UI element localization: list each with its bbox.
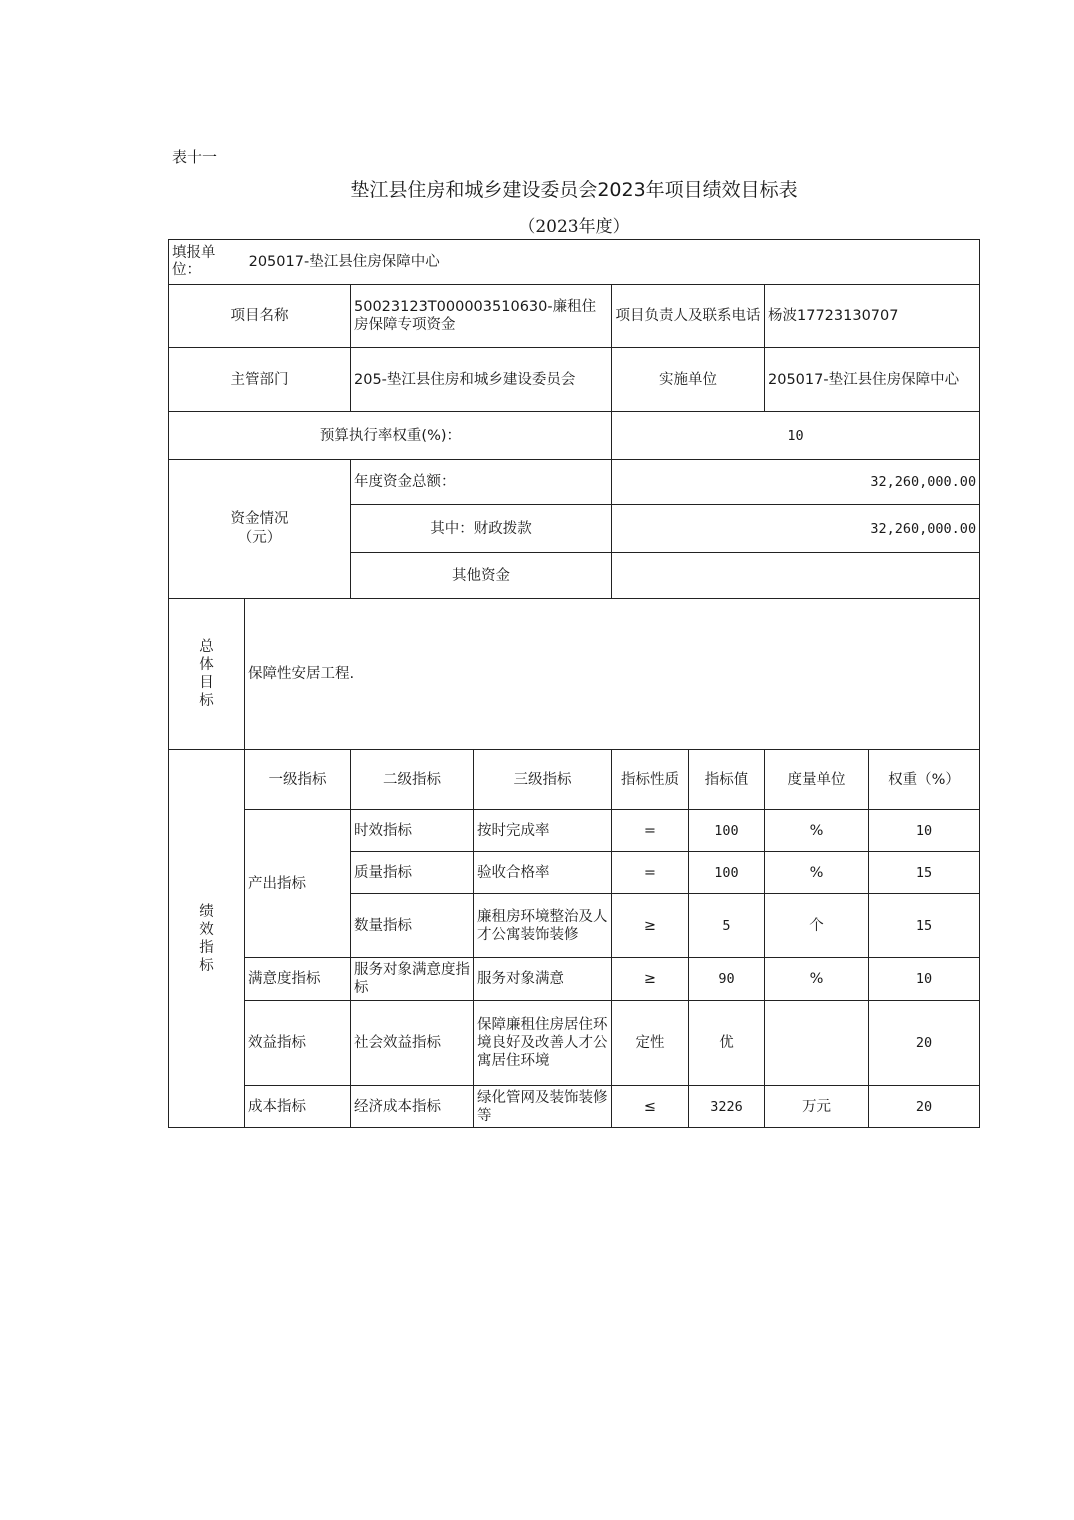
unit-cell: % — [765, 810, 869, 852]
project-name-label: 项目名称 — [169, 285, 351, 348]
level2-cell: 数量指标 — [351, 894, 474, 958]
indicators-label-char: 绩 — [199, 903, 214, 920]
overall-goal-row — [169, 599, 980, 750]
other-funds-label: 其他资金 — [351, 553, 612, 599]
nature-cell: ≥ — [612, 894, 689, 958]
value-cell: 90 — [689, 958, 765, 1001]
level3-cell: 服务对象满意 — [474, 958, 612, 1001]
unit-cell: 万元 — [765, 1086, 869, 1128]
header-level3: 三级指标 — [474, 750, 612, 810]
header-nature: 指标性质 — [612, 750, 689, 810]
indicators-label-char: 效 — [199, 921, 214, 938]
responsible-label: 项目负责人及联系电话 — [612, 285, 765, 348]
level3-cell: 保障廉租住房居住环境良好及改善人才公寓居住环境 — [474, 1001, 612, 1086]
value-cell: 100 — [689, 810, 765, 852]
fiscal-funds-label: 其中：财政拨款 — [351, 505, 612, 553]
goal-label-char: 体 — [199, 657, 214, 673]
impl-value: 205017-垫江县住房保障中心 — [765, 348, 980, 412]
unit-cell — [765, 1001, 869, 1086]
fill-unit-label: 填报单位： — [172, 245, 216, 278]
header-weight: 权重（%） — [869, 750, 980, 810]
funds-label — [169, 460, 351, 599]
indicators-label — [169, 750, 245, 1128]
dept-value: 205-垫江县住房和城乡建设委员会 — [351, 348, 612, 412]
nature-cell: 定性 — [612, 1001, 689, 1086]
funds-annual-row — [169, 460, 980, 505]
nature-cell: ≥ — [612, 958, 689, 1001]
level3-cell: 按时完成率 — [474, 810, 612, 852]
goal-label-char: 目 — [199, 675, 214, 691]
indicators-label-char: 标 — [199, 957, 214, 974]
dept-label: 主管部门 — [169, 348, 351, 412]
header-level2: 二级指标 — [351, 750, 474, 810]
unit-cell: % — [765, 958, 869, 1001]
document-subtitle: （2023年度） — [518, 217, 630, 237]
value-cell: 100 — [689, 852, 765, 894]
value-cell: 3226 — [689, 1086, 765, 1128]
table-row — [169, 1001, 980, 1086]
fill-unit-value: 205017-垫江县住房保障中心 — [248, 254, 440, 270]
fiscal-funds-value: 32,260,000.00 — [612, 505, 980, 553]
performance-target-table — [168, 239, 980, 1128]
overall-goal-text: 保障性安居工程. — [245, 599, 980, 750]
level2-cell: 经济成本指标 — [351, 1086, 474, 1128]
overall-goal-label — [169, 599, 245, 750]
weight-cell: 20 — [869, 1086, 980, 1128]
other-funds-value — [612, 553, 980, 599]
level1-cell: 产出指标 — [245, 810, 351, 958]
annual-funds-value: 32,260,000.00 — [612, 460, 980, 505]
weight-cell: 10 — [869, 810, 980, 852]
header-value: 指标值 — [689, 750, 765, 810]
goal-label-char: 总 — [199, 639, 214, 655]
weight-cell: 15 — [869, 852, 980, 894]
level3-cell: 绿化管网及装饰装修等 — [474, 1086, 612, 1128]
table-row — [169, 1086, 980, 1128]
document-title: 垫江县住房和城乡建设委员会2023年项目绩效目标表 — [350, 179, 798, 201]
indicators-label-char: 指 — [199, 939, 214, 956]
table-row — [169, 810, 980, 852]
level2-cell: 时效指标 — [351, 810, 474, 852]
weight-cell: 10 — [869, 958, 980, 1001]
department-row — [169, 348, 980, 412]
level3-cell: 廉租房环境整治及人才公寓装饰装修 — [474, 894, 612, 958]
annual-funds-label: 年度资金总额： — [351, 460, 612, 505]
impl-label: 实施单位 — [612, 348, 765, 412]
table-row — [169, 958, 980, 1001]
nature-cell: ≤ — [612, 1086, 689, 1128]
funds-label-text: 资金情况（元） — [230, 511, 289, 546]
unit-cell: 个 — [765, 894, 869, 958]
nature-cell: = — [612, 810, 689, 852]
unit-cell: % — [765, 852, 869, 894]
fill-unit-cell — [169, 240, 980, 285]
indicator-header-row — [169, 750, 980, 810]
level1-cell: 满意度指标 — [245, 958, 351, 1001]
header-level1: 一级指标 — [245, 750, 351, 810]
header-unit: 度量单位 — [765, 750, 869, 810]
level2-cell: 质量指标 — [351, 852, 474, 894]
level2-cell: 服务对象满意度指标 — [351, 958, 474, 1001]
project-name-row — [169, 285, 980, 348]
table-number-label: 表十一 — [172, 148, 218, 166]
budget-rate-label: 预算执行率权重(%)： — [169, 412, 612, 460]
level1-cell: 成本指标 — [245, 1086, 351, 1128]
fill-unit-row — [169, 240, 980, 285]
nature-cell: = — [612, 852, 689, 894]
value-cell: 优 — [689, 1001, 765, 1086]
value-cell: 5 — [689, 894, 765, 958]
goal-label-char: 标 — [199, 693, 214, 709]
project-name-value: 50023123T000003510630-廉租住房保障专项资金 — [351, 285, 612, 348]
budget-rate-row — [169, 412, 980, 460]
budget-rate-value: 10 — [612, 412, 980, 460]
weight-cell: 15 — [869, 894, 980, 958]
responsible-value: 杨波17723130707 — [765, 285, 980, 348]
level2-cell: 社会效益指标 — [351, 1001, 474, 1086]
level3-cell: 验收合格率 — [474, 852, 612, 894]
level1-cell: 效益指标 — [245, 1001, 351, 1086]
weight-cell: 20 — [869, 1001, 980, 1086]
